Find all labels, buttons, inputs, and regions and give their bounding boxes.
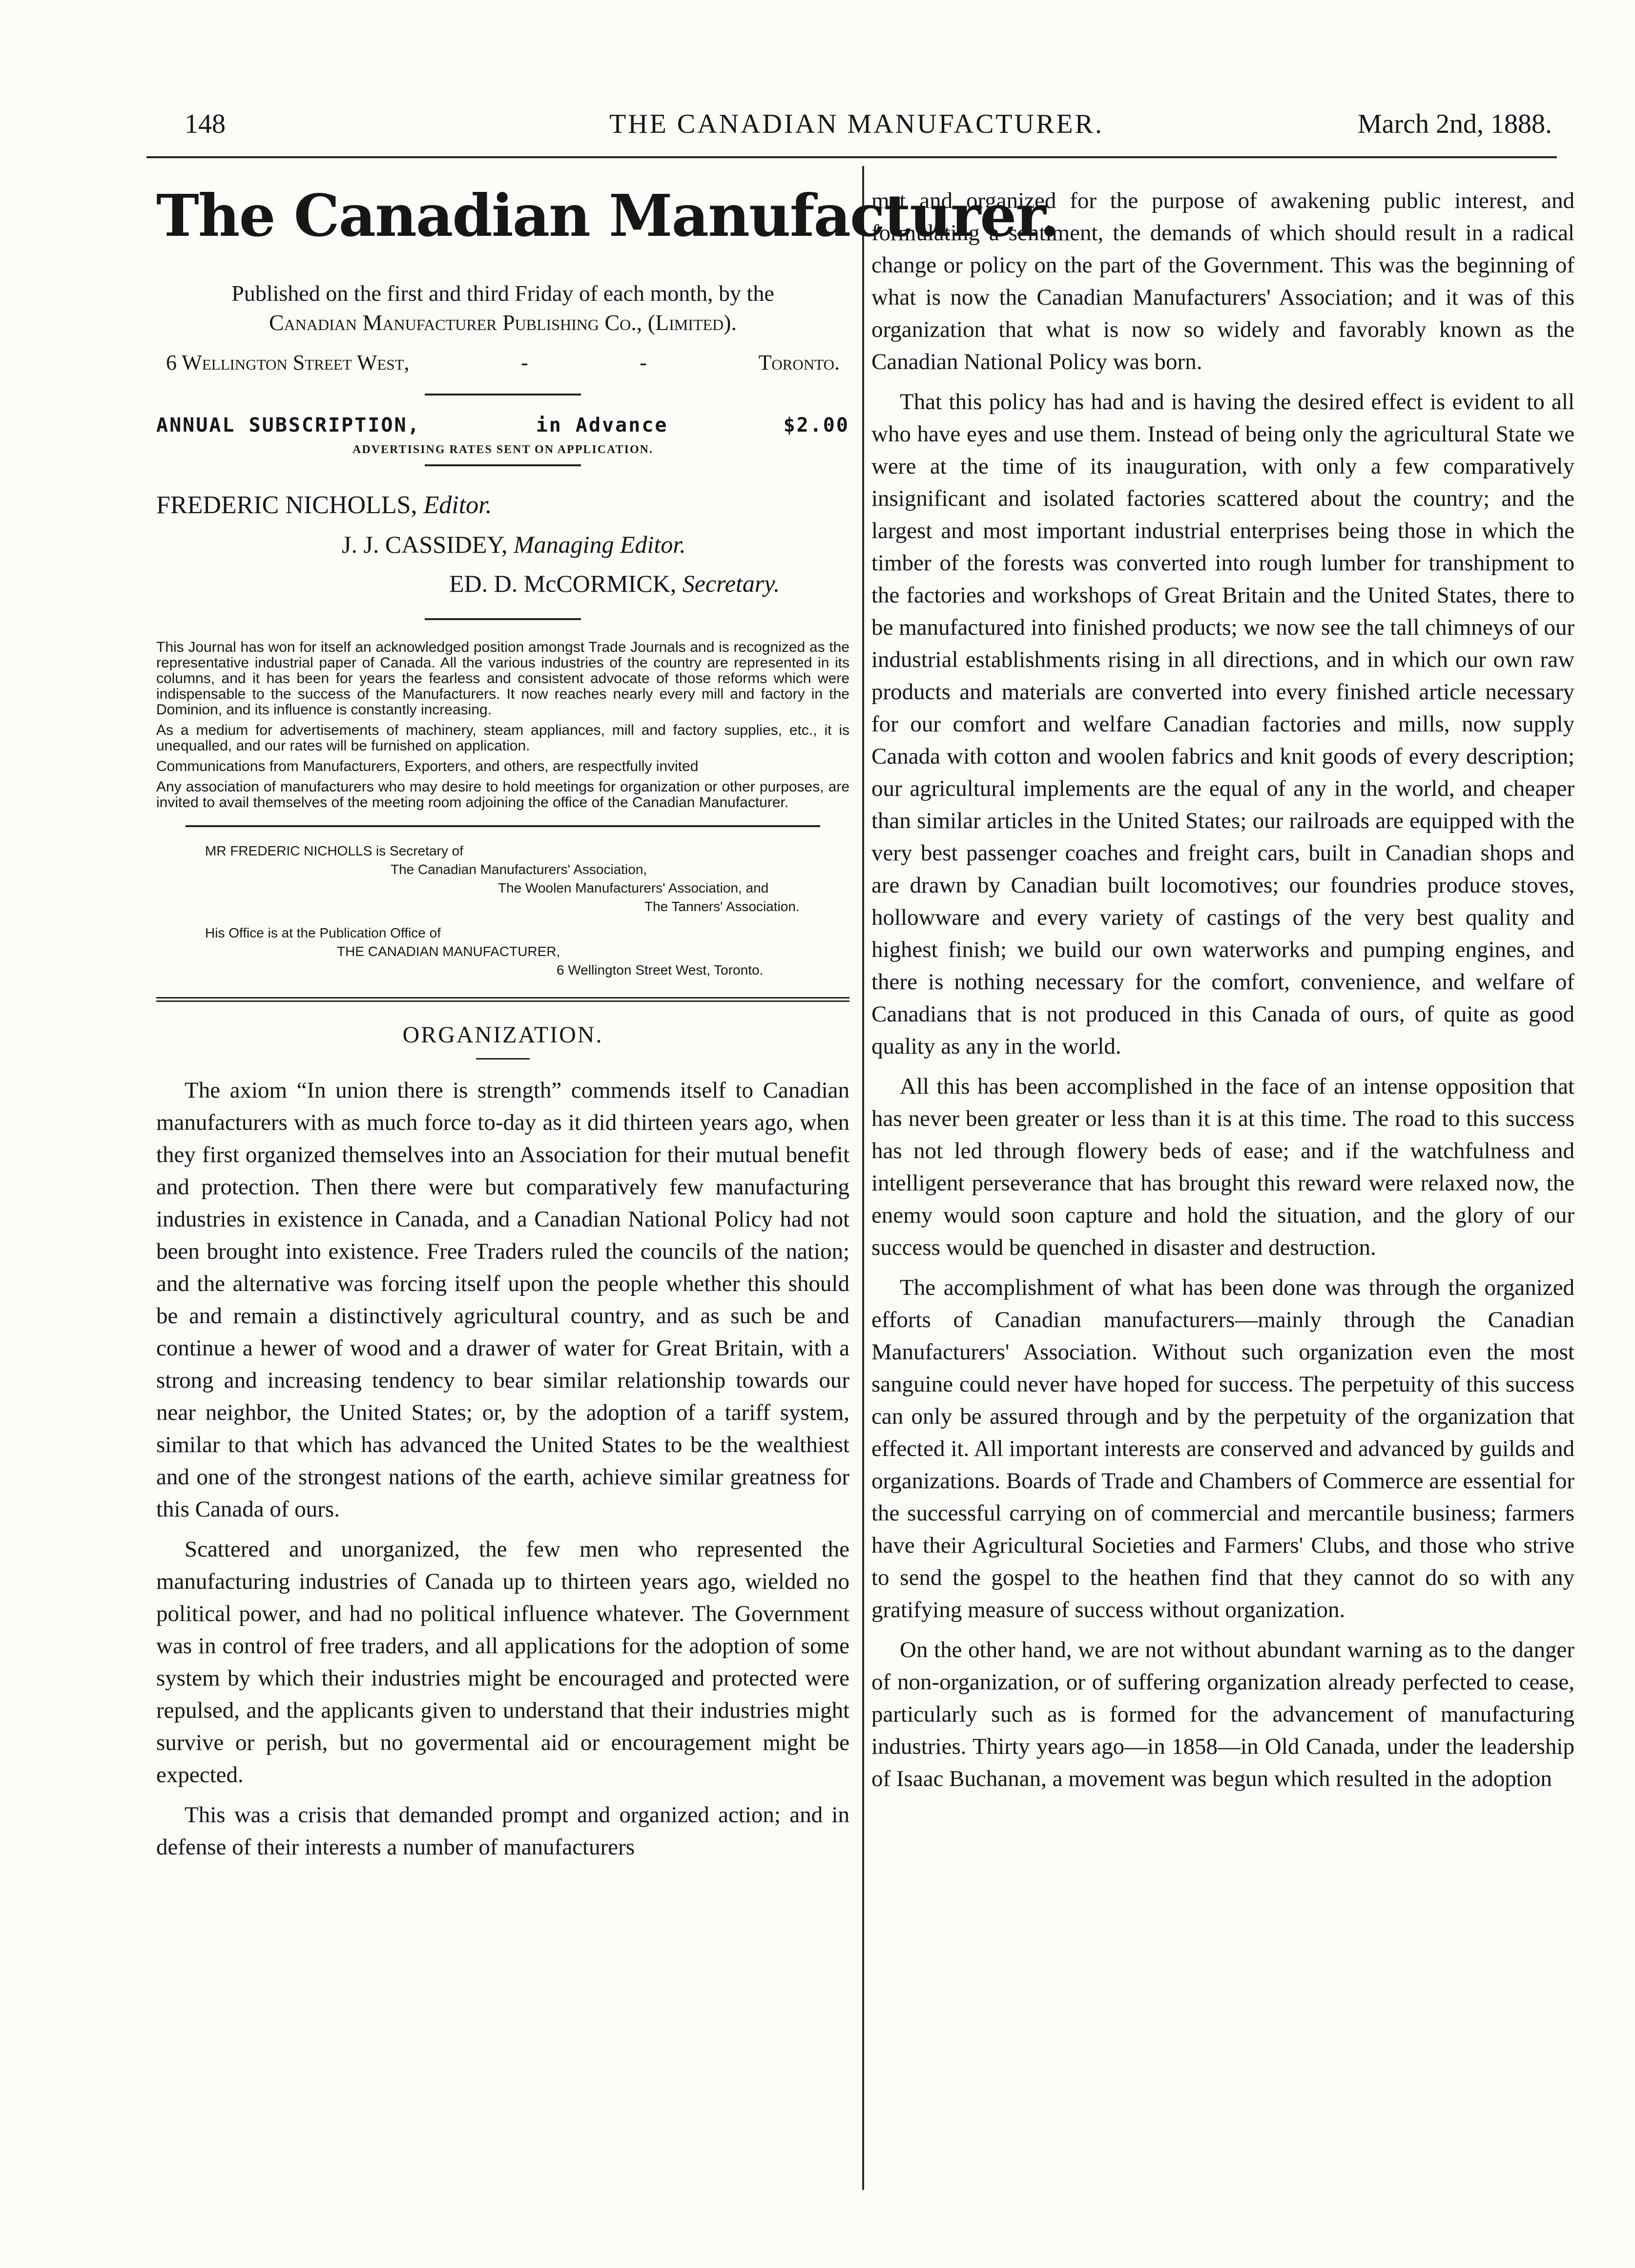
article-paragraph: All this has been accomplished in the face of an intense opposition that has never been greater or less than it is at this time. The road to this success has not led through flowery beds of ease; and if the watchfulness and intelligent perseverance that has brought this reward were relaxed now, the enemy would soon capture and hold the situation, and the glory of our success would be quenched in disaster and destruction. (871, 1074, 1574, 1260)
running-header (161, 108, 1552, 143)
right-column (871, 185, 1574, 2235)
editor-role: Editor. (423, 491, 492, 519)
double-rule (156, 997, 849, 1002)
subscription-price: $2.00 (783, 414, 849, 437)
secretary-box-line: 6 Wellington Street West, Toronto. (557, 962, 764, 978)
subscription-terms: in Advance (536, 414, 668, 437)
subscription-line (156, 414, 849, 437)
issue-date: March 2nd, 1888. (1357, 109, 1552, 139)
notice-paragraph: This Journal has won for itself an acknowledged position amongst Trade Journals and is recognized as the representative industrial paper of Canada. All the various industries of the country are represented in its columns, and it has been for years the fearless and consistent advocate of those reforms which were indispensable to the success of the Manufacturers. It now reaches nearly every mill and factory in the Dominion, and its influence is constantly increasing. (156, 639, 849, 718)
article-paragraph: On the other hand, we are not without abundant warning as to the danger of non-organization, or of suffering organization already perfected to cease, particularly such as is formed for the advancement of manufacturing industries. Thirty years ago—in 1858—in Old Canada, under the leadership of Isaac Buchanan, a movement was begun which resulted in the adoption (871, 1637, 1574, 1791)
secretary-box-line: The Canadian Manufacturers' Association, (391, 862, 647, 877)
secretary-line (449, 569, 849, 598)
notice-paragraph: Communications from Manufacturers, Exporters, and others, are respectfully invited (156, 758, 699, 774)
editor-name: FREDERIC NICHOLLS, (156, 491, 417, 519)
divider (425, 618, 581, 620)
published-line: Published on the first and third Friday of each month, by the (231, 281, 774, 306)
secretary-box (156, 842, 849, 979)
article-paragraph: Scattered and unorganized, the few men who represented the manufacturing industries of Canada up to thirteen years ago, wielded no political power, and had no political influence whatever. The Government was in control of free traders, and all applications for the adoption of some system by which their industries might be encouraged and protected were repulsed, and the applicants given to understand that their industries might survive or perish, but no govermental aid or encouragement might be expected. (156, 1537, 849, 1788)
secretary-box-line: The Woolen Manufacturers' Association, and (498, 880, 769, 895)
divider (425, 394, 581, 395)
article-paragraph: The accomplishment of what has been done was through the organized efforts of Canadian manufacturers—mainly through the Canadian Manufacturers' Association. Without such organization even the most sanguine could never have hoped for success. The perpetuity of this success can only be assured through and by the perpetuity of the organization that effected it. All important interests are conserved and advanced by guilds and organizations. Boards of Trade and Chambers of Commerce are essential for the successful carrying on of commercial and mercantile business; farmers have their Agricultural Societies and Farmers' Clubs, and those who strive to send the gospel to the heathen find that they cannot do so with any gratifying measure of success without organization. (871, 1275, 1574, 1623)
header-rule (146, 156, 1557, 158)
secretary-role: Secretary. (682, 570, 780, 597)
secretary-box-line: THE CANADIAN MANUFACTURER, (337, 944, 560, 959)
article-paragraph: met and organized for the purpose of awakening public interest, and formulating a sentiment, the demands of which should result in a radical change or policy on the part of the Government. This was the beginning of what is now the Canadian Manufacturers' Association; and it was of this organization that what is now so widely and favorably known as the Canadian National Policy was born. (871, 188, 1574, 375)
subscription-label: ANNUAL SUBSCRIPTION, (156, 414, 421, 437)
notice-paragraph: Any association of manufacturers who may desire to hold meetings for organization or other purposes, are invited to avail themselves of the meeting room adjoining the office of the Canadian Manufacturer. (156, 779, 849, 811)
managing-editor-line (342, 530, 849, 559)
article-paragraph: This was a crisis that demanded prompt and organized action; and in defense of their interests a number of manufacturers (156, 1802, 849, 1860)
managing-editor-name: J. J. CASSIDEY, (342, 531, 508, 558)
address-street: 6 Wellington Street West, (166, 351, 410, 375)
address-line (166, 350, 840, 375)
editor-line (156, 491, 849, 520)
left-column (156, 176, 1059, 2187)
secretary-box-line: The Tanners' Association. (644, 899, 800, 914)
divider (425, 464, 581, 466)
address-city: Toronto. (758, 351, 840, 375)
address-dash: - (521, 351, 528, 375)
secretary-box-line: His Office is at the Publication Office of (205, 925, 441, 940)
article-paragraph: The axiom “In union there is strength” commends itself to Canadian manufacturers with as much force to-day as it did thirteen years ago, when they first organized themselves into an Association for their mutual benefit and protection. Then there were but comparatively few manufacturing industries in existence in Canada, and a Canadian National Policy had not been brought into existence. Free Traders ruled the councils of the nation; and the alternative was forcing itself upon the people whether this should be and remain a distinctively agricultural country, and as such be and continue a hewer of wood and a drawer of water for Great Britain, with a strong and increasing tendency to bear similar relationship towards our near neighbor, the United States; or, by the adoption of a tariff system, similar to that which has advanced the United States to be the wealthiest and one of the strongest nations of the earth, achieve similar greatness for this Canada of ours. (156, 1078, 849, 1522)
managing-editor-role: Managing Editor. (513, 531, 686, 558)
notice-paragraph: As a medium for advertisements of machinery, steam appliances, mill and factory supplies, etc., it is unequalled, and our rates will be furnished on application. (156, 722, 849, 754)
secretary-box-line: MR FREDERIC NICHOLLS is Secretary of (205, 843, 463, 858)
advertising-note: ADVERTISING RATES SENT ON APPLICATION. (352, 443, 653, 456)
article-paragraph: That this policy has had and is having the desired effect is evident to all who have eyes and use them. Instead of being only the agricultural State we were at the time of its inauguration, with only a few comparatively insignificant and isolated factories scattered about the country; and the largest and most important industrial enterprises being those in which the timber of the forests was converted into rough lumber for transhipment to the factories and workshops of Great Britain and the United States, there to be manufactured into finished products; we now see the tall chimneys of our industrial establishments rising in all directions, and in which our own raw products and materials are converted into every finished article necessary for our comfort and welfare Canadian factories and mills, now supply Canada with cotton and woolen fabrics and knit goods of every description; our agricultural implements are the equal of any in the world, and cheaper than similar articles in the United States; our railroads are equipped with the very best passenger coaches and freight cars, built in Canadian shops and are drawn by Canadian built locomotives; our foundries produce stoves, hollowware and every variety of castings of the very best quality and highest finish; we build our own waterworks and pumping engines, and there is nothing necessary for the comfort, convenience, and welfare of Canadians that is not produced in this Canada of ours, of quite as good quality as any in the world. (871, 389, 1574, 1059)
running-title: THE CANADIAN MANUFACTURER. (609, 109, 1104, 139)
divider (476, 1058, 530, 1060)
column-rule (862, 166, 864, 2190)
divider (186, 825, 820, 827)
publisher-line: Canadian Manufacturer Publishing Co., (Limited). (269, 310, 737, 335)
secretary-name: ED. D. McCORMICK, (449, 570, 677, 597)
address-dash: - (640, 351, 647, 375)
masthead-title: The Canadian Manufacturer. (156, 182, 1059, 250)
page-number: 148 (185, 109, 226, 139)
article-heading: ORGANIZATION. (402, 1022, 603, 1048)
